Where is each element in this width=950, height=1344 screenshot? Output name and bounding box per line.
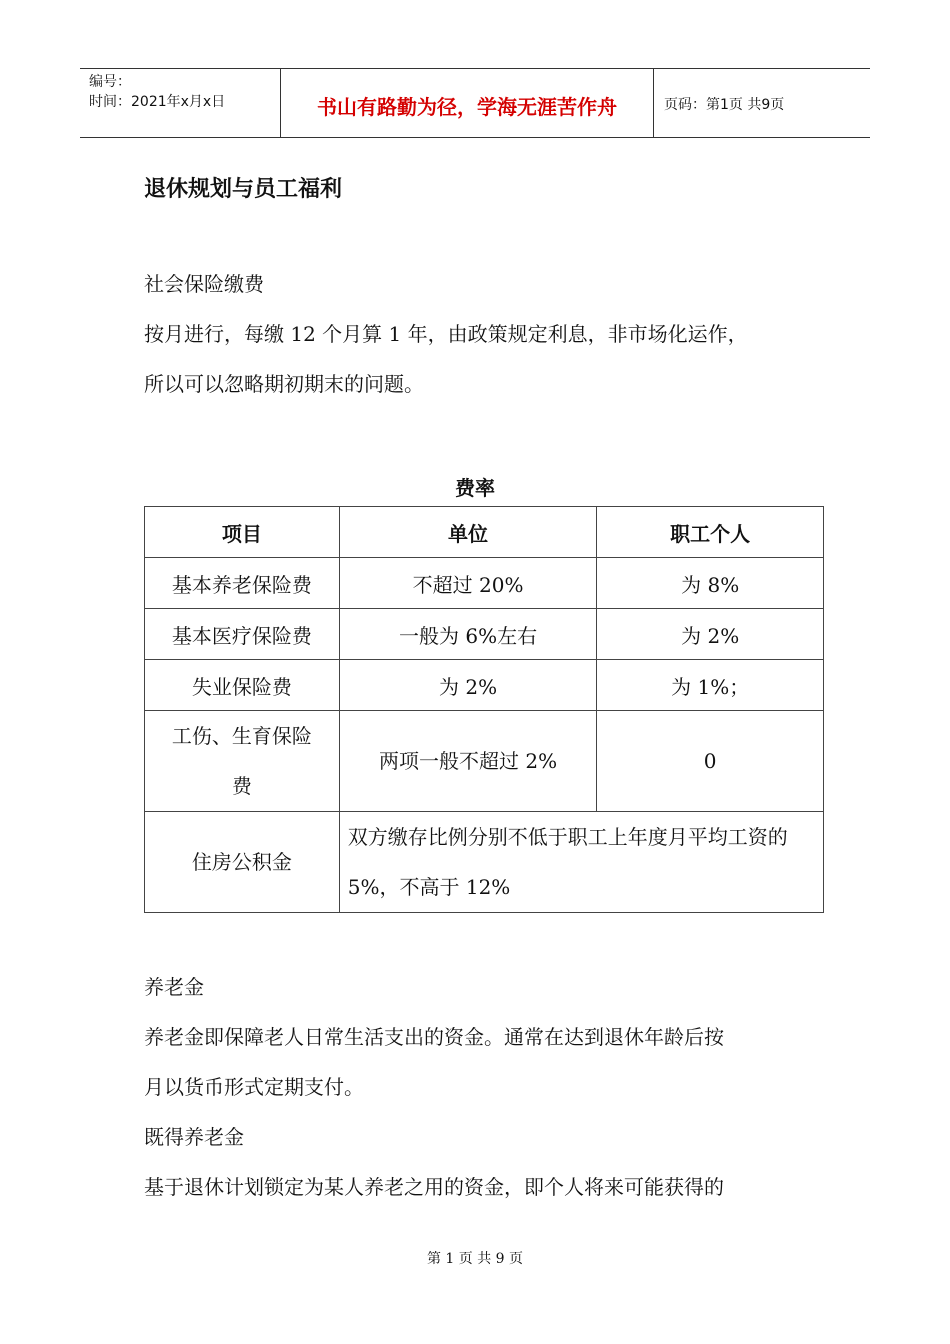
- page-footer: 第 1 页 共 9 页: [426, 1251, 524, 1267]
- table-cell: 基本养老保险费: [145, 558, 340, 609]
- table-cell: 为 1%；: [597, 660, 824, 711]
- table-cell: 住房公积金: [145, 812, 340, 913]
- table-row: [145, 558, 824, 609]
- table-cell: 两项一般不超过 2%: [339, 711, 597, 812]
- motto-text: 书山有路勤为径，学海无涯苦作舟: [317, 95, 617, 119]
- section-heading-vested-pension: 既得养老金: [144, 1125, 244, 1149]
- table-header-row: [145, 507, 824, 558]
- table-cell: 0: [597, 711, 824, 812]
- page-header: [80, 68, 870, 138]
- paragraph-line: 所以可以忽略期初期末的问题。: [144, 372, 424, 396]
- paragraph-line: 月以货币形式定期支付。: [144, 1075, 364, 1099]
- header-motto: [281, 69, 654, 137]
- column-header-employee: 职工个人: [597, 507, 824, 558]
- table-cell: 工伤、生育保险费: [145, 711, 340, 812]
- table-row: [145, 660, 824, 711]
- table-row-housing-fund: [145, 812, 824, 913]
- number-label: 编号：: [89, 74, 131, 90]
- rates-table: [144, 506, 824, 913]
- table-cell: 不超过 20%: [339, 558, 597, 609]
- table-cell: 为 2%: [597, 609, 824, 660]
- column-header-item: 项目: [145, 507, 340, 558]
- document-title: 退休规划与员工福利: [144, 176, 343, 202]
- table-cell: 基本医疗保险费: [145, 609, 340, 660]
- header-page-info: [654, 69, 870, 137]
- paragraph-line: 养老金即保障老人日常生活支出的资金。通常在达到退休年龄后按: [144, 1025, 724, 1049]
- table-cell: 一般为 6%左右: [339, 609, 597, 660]
- paragraph-line: 基于退休计划锁定为某人养老之用的资金，即个人将来可能获得的: [144, 1175, 724, 1199]
- column-header-employer: 单位: [339, 507, 597, 558]
- time-label: 时间：2021年x月x日: [89, 94, 226, 110]
- table-row: [145, 609, 824, 660]
- table-row: [145, 711, 824, 812]
- table-cell: 为 2%: [339, 660, 597, 711]
- table-cell: 失业保险费: [145, 660, 340, 711]
- section-heading-social-insurance: 社会保险缴费: [144, 272, 264, 296]
- section-heading-pension: 养老金: [144, 975, 204, 999]
- table-caption: 费率: [455, 476, 495, 500]
- paragraph-line: 按月进行，每缴 12 个月算 1 年，由政策规定利息，非市场化运作，: [144, 322, 748, 346]
- page-info-text: 页码：第1页 共9页: [664, 97, 785, 113]
- table-cell: 为 8%: [597, 558, 824, 609]
- table-cell-merged: 双方缴存比例分别不低于职工上年度月平均工资的 5%，不高于 12%: [339, 812, 823, 913]
- header-meta: [80, 69, 281, 137]
